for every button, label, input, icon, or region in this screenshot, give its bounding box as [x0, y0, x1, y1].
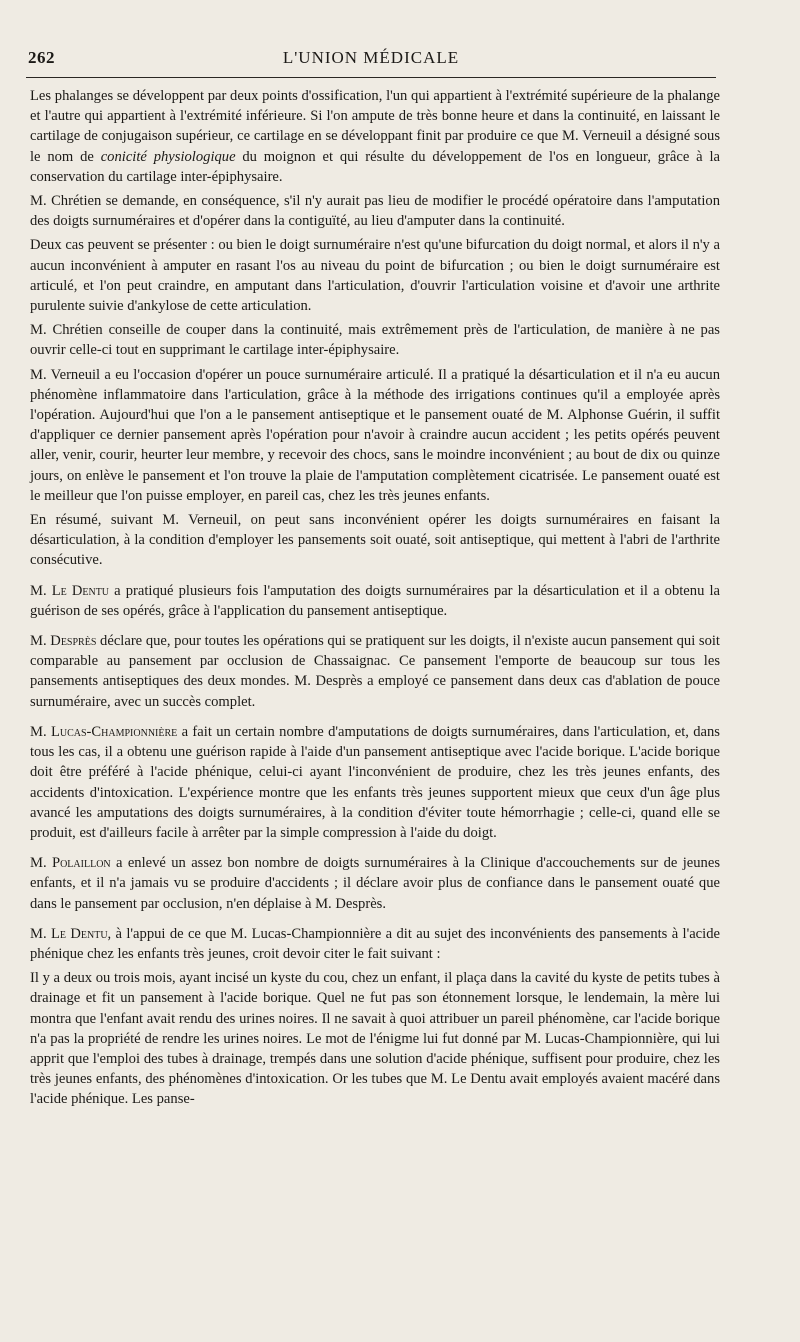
paragraph-chretien-question: M. Chrétien se demande, en conséquence, s'il n'y aurait pas lieu de modifier le procédé opératoire dans l'amputation des doigts surnuméraires et d'opérer dans la contiguïté, au lieu d'amputer dans la continuité.: [30, 193, 720, 230]
paragraph-two-cases: Deux cas peuvent se présenter : ou bien le doigt surnuméraire n'est qu'une bifurcation du doigt normal, et alors il n'y a aucun inconvénient à amputer en rasant l'os au niveau du point de bifurcation ; ou bien le doigt surnuméraire est articulé, et l'on peut craindre, en amputant dans l'articulation, d'ouvrir l'articulation voisine et d'avoir une arthrite purulente suivie d'ankylose de cette articulation.: [30, 237, 720, 315]
speaker-name: M. Le Dentu: [30, 925, 108, 942]
paragraph-summary: En résumé, suivant M. Verneuil, on peut sans inconvénient opérer les doigts surnuméraires en faisant la désarticulation, à la condition d'employer les pansements soit ouaté, soit antiseptique, qui mettent à l'abri de l'arthrite consécutive.: [30, 512, 720, 569]
paragraph-le-dentu-2: M. Le Dentu, à l'appui de ce que M. Lucas-Championnière a dit au sujet des inconvénients des pansements à l'acide phénique chez les enfants très jeunes, croit devoir citer le fait suivant :: [30, 925, 720, 962]
running-title: L'UNION MÉDICALE: [282, 48, 460, 67]
paragraph-kyste-case: Il y a deux ou trois mois, ayant incisé un kyste du cou, chez un enfant, il plaça dans la cavité du kyste de petits tubes à drainage et fit un pansement à l'acide borique. Quel ne fut pas son étonnement lorsque, le lendemain, la mère lui montra que l'enfant avait rendu des urines noires. Il ne savait à quoi attribuer un pareil phénomène, car l'acide borique n'a pas la propriété de rendre les urines noires. Le mot de l'énigme lui fut donné par M. Lucas-Championnière, qui lui apprit que l'emploi des tubes à drainage, trempés dans une solution d'acide phénique, suffisent pour produire, chez les très jeunes enfants, des phénomènes d'intoxication. Or les tubes que M. Le Dentu avait employés avaient macéré dans l'acide phénique. Les panse-: [30, 970, 720, 1108]
italic-term: conicité physiologique: [100, 148, 236, 165]
paragraph-chretien-advice: M. Chrétien conseille de couper dans la continuité, mais extrêmement près de l'articulation, de manière à ne pas ouvrir celle-ci tout en supprimant le cartilage inter-épiphysaire.: [30, 322, 720, 359]
page-number: 262: [28, 48, 55, 67]
speaker-name: M. Lucas-Championnière: [30, 723, 178, 740]
article-body: [30, 86, 720, 1114]
paragraph-polaillon: M. Polaillon a enlevé un assez bon nombre de doigts surnuméraires à la Clinique d'accouchements sur de jeunes enfants, et il n'a jamais vu se produire d'accidents ; il déclare avoir plus de confiance dans le pansement ouaté que dans le pansement par occlusion, n'en déplaise à M. Desprès.: [30, 855, 721, 912]
paragraph-le-dentu: M. Le Dentu a pratiqué plusieurs fois l'amputation des doigts surnuméraires par la désarticulation et il a obtenu la guérison de ses opérés, grâce à l'application du pansement antiseptique.: [30, 582, 720, 619]
header-rule: [26, 77, 716, 78]
speaker-name: M. Le Dentu: [30, 582, 110, 599]
paragraph-phalanges: Les phalanges se développent par deux points d'ossification, l'un qui appartient à l'extrémité supérieure de la phalange et l'autre qui appartient à l'extrémité inférieure. Si l'on ampute de très bonne heure et dans la continuité, en laissant le cartilage de conjugaison supérieur, ce cartilage en se développant finit par produire ce que M. Verneuil a désigné sous le nom de conicité physiologique du moignon et qui résulte du développement de l'os en longueur, grâce à la conservation du cartilage inter-épiphysaire.: [30, 88, 720, 185]
paragraph-despres: M. Desprès déclare que, pour toutes les opérations qui se pratiquent sur les doigts, il n'existe aucun pansement qui soit comparable au pansement par occlusion de Chassaignac. Ce pansement l'emporte de beaucoup sur tous les pansements antiseptiques des deux mondes. M. Desprès a employé ce pansement dans deux cas d'ablation de pouce surnuméraire, avec un succès complet.: [30, 633, 720, 710]
paragraph-verneuil: M. Verneuil a eu l'occasion d'opérer un pouce surnuméraire articulé. Il a pratiqué la désarticulation et il n'a eu aucun phénomène inflammatoire dans l'articulation, grâce à la méthode des irrigations continues qu'il a employée après l'opération. Aujourd'hui que l'on a le pansement antiseptique et le pansement ouaté de M. Alphonse Guérin, il suffit d'appliquer ce dernier pansement après l'opération pour n'avoir à craindre aucun accident ; les petits opérés peuvent aller, venir, courir, heurter leur membre, y recevoir des chocs, sans le moindre inconvénient ; au bout de dix ou quinze jours, on enlève le pansement et l'on trouve la plaie de l'amputation complètement cicatrisée. Le pansement ouaté est le meilleur que l'on puisse employer, en pareil cas, chez les très jeunes enfants.: [30, 366, 720, 504]
speaker-name: M. Desprès: [30, 633, 97, 650]
paragraph-lucas-championniere: M. Lucas-Championnière a fait un certain nombre d'amputations de doigts surnuméraires, dans l'articulation, et, dans tous les cas, il a obtenu une guérison rapide à l'aide d'un pansement antiseptique avec l'acide borique. L'acide borique doit être préféré à l'acide phénique, celui-ci ayant l'inconvénient de produire, chez les très jeunes enfants, des accidents d'intoxication. L'expérience montre que les enfants très jeunes supportent mieux que ceux d'un âge plus avancé les amputations des doigts surnuméraires, à la condition d'éviter toute hémorrhagie ; celle-ci, quand elle se produit, est d'ailleurs facile à arrêter par la simple compression à l'aide du doigt.: [30, 723, 720, 841]
speaker-name: M. Polaillon: [30, 855, 111, 872]
page-header: [26, 44, 716, 72]
